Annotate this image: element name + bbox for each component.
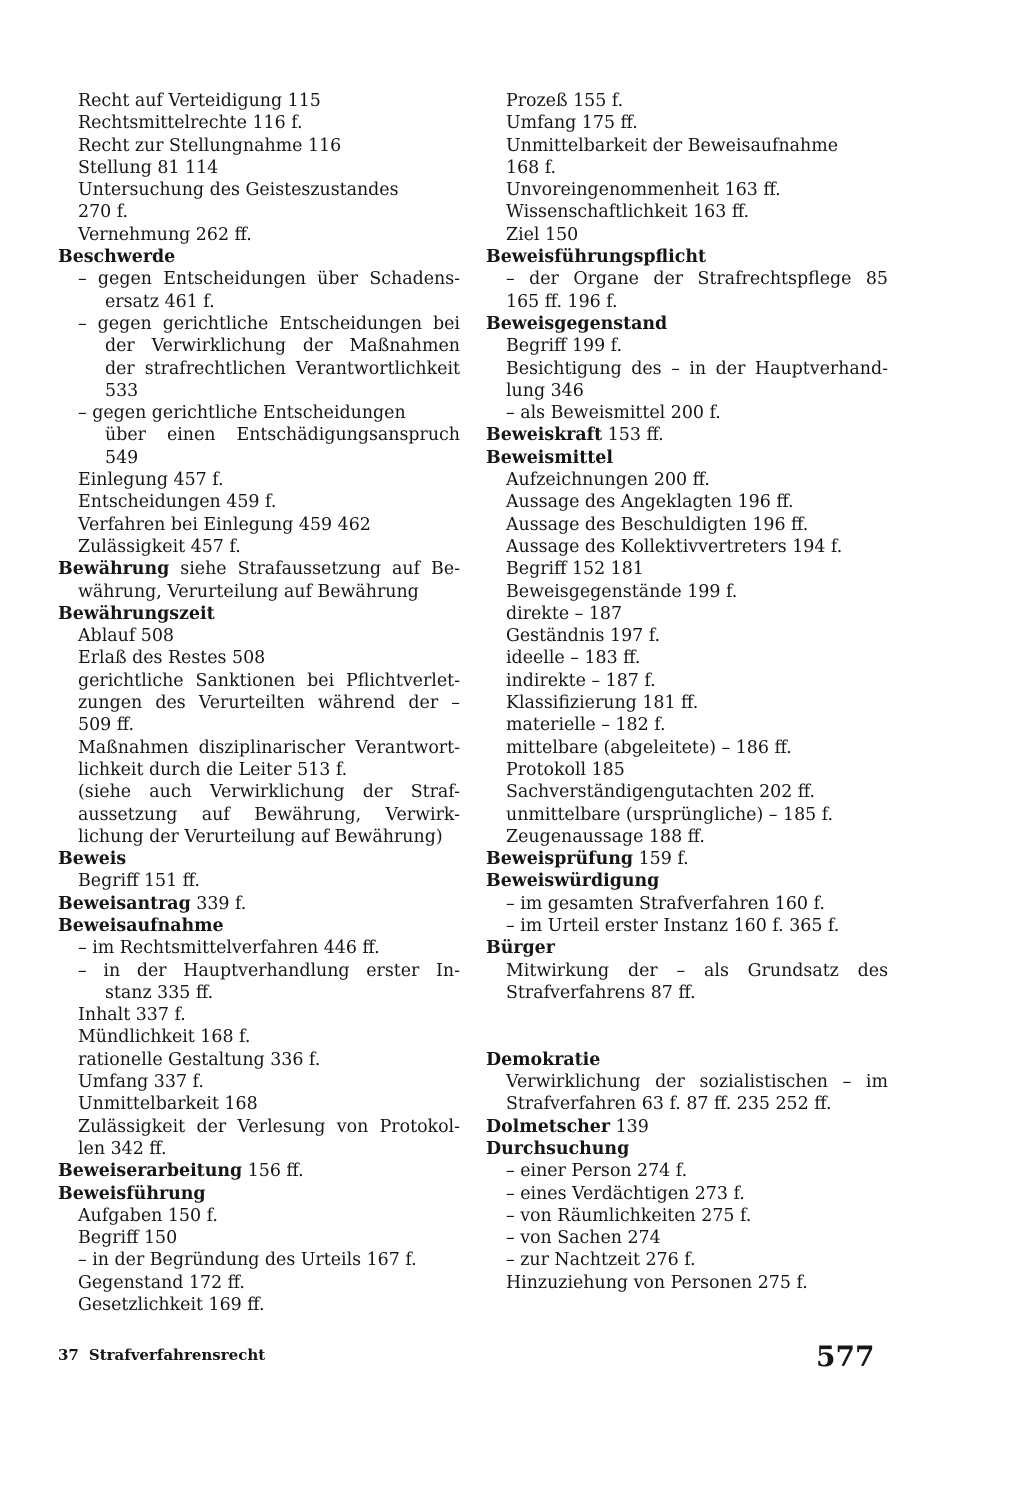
index-entry: Strafverfahrens 87 ff. [506,982,696,1003]
index-entry: Verfahren bei Einlegung 459 462 [78,514,371,535]
index-entry: gerichtliche Sanktionen bei Pflichtverlet- [78,670,460,691]
index-entry: 165 ff. 196 f. [506,291,618,312]
index-entry: Gesetzlichkeit 169 ff. [78,1295,265,1316]
index-entry: 270 f. [78,202,129,223]
index-entry: unmittelbare (ursprüngliche) – 185 f. [506,804,834,825]
index-entry: Unmittelbarkeit 168 [78,1094,258,1115]
index-entry: – als Beweismittel 200 f. [506,403,721,424]
index-entry: Untersuchung des Geisteszustandes [78,180,399,201]
index-entry: – gegen gerichtliche Entscheidungen [78,403,406,424]
index-entry: währung, Verurteilung auf Bewährung [78,581,419,602]
index-entry: Begriff 151 ff. [78,871,200,892]
index-entry: Ziel 150 [506,224,579,245]
index-entry: – einer Person 274 f. [506,1161,688,1182]
sheet-number: 37 [58,1346,79,1364]
index-entry: Begriff 150 [78,1228,178,1249]
index-entry: Maßnahmen disziplinarischer Verantwort- [78,737,460,758]
index-entry: Erlaß des Restes 508 [78,648,266,669]
page-number: 577 [816,1340,875,1373]
index-entry: – von Sachen 274 [506,1228,661,1249]
index-entry: 549 [105,447,139,468]
index-heading: Bewährungszeit [58,603,215,624]
index-heading: Beweiserarbeitung 156 ff. [58,1161,304,1182]
index-entry: Recht auf Verteidigung 115 [78,91,321,111]
index-entry: zungen des Verurteilten während der – [78,693,460,714]
index-entry: aussetzung auf Bewährung, Verwirk- [78,804,460,825]
index-entry: indirekte – 187 f. [506,670,656,691]
index-entry: Umfang 337 f. [78,1072,204,1093]
index-entry: Zulässigkeit 457 f. [78,536,241,557]
index-entry: – in der Begründung des Urteils 167 f. [78,1250,417,1271]
index-entry: Wissenschaftlichkeit 163 ff. [506,202,750,223]
index-heading: Beweisführung [58,1183,206,1204]
index-entry: lichkeit durch die Leiter 513 f. [78,759,348,780]
index-entry: – eines Verdächtigen 273 f. [506,1183,745,1204]
index-entry: – gegen gerichtliche Entscheidungen bei [78,313,460,334]
index-entry: ideelle – 183 ff. [506,648,641,669]
index-entry: – in der Hauptverhandlung erster In- [78,960,460,981]
index-entry: über einen Entschädigungsanspruch [105,425,460,446]
index-heading: Beweisführungspflicht [486,247,707,268]
index-entry: materielle – 182 f. [506,715,666,736]
index-entry: Prozeß 155 f. [506,91,624,111]
index-heading: Beweisantrag 339 f. [58,893,247,914]
index-entry: Aussage des Kollektivvertreters 194 f. [506,536,843,557]
index-entry: ersatz 461 f. [105,291,215,312]
index-entry: der Verwirklichung der Maßnahmen [105,336,460,357]
index-entry: Aufgaben 150 f. [78,1205,218,1226]
index-entry: Besichtigung des – in der Hauptverhand- [506,358,888,379]
index-entry: Hinzuziehung von Personen 275 f. [506,1272,808,1293]
index-entry: Rechtsmittelrechte 116 f. [78,113,303,134]
index-entry: rationelle Gestaltung 336 f. [78,1049,321,1070]
index-entry: Beweisgegenstände 199 f. [506,581,738,602]
index-entry: Vernehmung 262 ff. [78,224,252,245]
index-entry: Unmittelbarkeit der Beweisaufnahme [506,135,839,156]
index-entry: Ablauf 508 [78,626,174,647]
footer-signature [58,1346,265,1364]
index-entry: Inhalt 337 f. [78,1005,186,1026]
index-entry: Aussage des Beschuldigten 196 ff. [506,514,809,535]
index-heading: Demokratie [486,1049,601,1070]
section-gap [486,1004,888,1026]
running-title: Strafverfahrensrecht [88,1346,266,1364]
index-heading: Beweisprüfung 159 f. [486,849,689,870]
index-entry: Entscheidungen 459 f. [78,492,277,513]
index-entry: Sachverständigengutachten 202 ff. [506,782,816,803]
index-entry: Mündlichkeit 168 f. [78,1027,251,1048]
index-heading: Bewährung siehe Strafaussetzung auf Be- [58,559,460,580]
index-entry: Klassifizierung 181 ff. [506,693,699,714]
index-entry: (siehe auch Verwirklichung der Straf- [78,782,460,803]
index-entry: lichung der Verurteilung auf Bewährung) [78,826,443,847]
index-heading: Durchsuchung [486,1138,630,1159]
index-entry: – im Urteil erster Instanz 160 f. 365 f. [506,915,840,936]
index-entry: Einlegung 457 f. [78,470,224,491]
index-entry: – der Organe der Strafrechtspflege 85 [506,269,888,290]
index-entry: – gegen Entscheidungen über Schadens- [78,269,460,290]
index-heading: Beweismittel [486,447,613,468]
index-heading: Bürger [486,938,555,959]
index-heading: Beweiswürdigung [486,871,660,892]
index-heading: Beschwerde [58,247,176,268]
index-entry: direkte – 187 [506,603,623,624]
index-entry: Geständnis 197 f. [506,626,661,647]
index-entry: der strafrechtlichen Verantwortlichkeit [105,358,460,379]
index-entry: – im Rechtsmittelverfahren 446 ff. [78,938,380,959]
index-entry: Mitwirkung der – als Grundsatz des [506,960,888,981]
index-entry: Begriff 199 f. [506,336,623,357]
index-entry: Zulässigkeit der Verlesung von Protokol- [78,1116,460,1137]
index-entry: Begriff 152 181 [506,559,644,580]
index-entry: mittelbare (abgeleitete) – 186 ff. [506,737,792,758]
index-entry: Aufzeichnungen 200 ff. [506,470,710,491]
index-entry: stanz 335 ff. [105,982,214,1003]
index-heading: Beweis [58,849,127,870]
index-entry: Unvoreingenommenheit 163 ff. [506,180,781,201]
index-heading: Beweisaufnahme [58,915,224,936]
index-entry: Verwirklichung der sozialistischen – im [506,1072,888,1093]
index-entry: 168 f. [506,157,557,178]
index-entry: Aussage des Angeklagten 196 ff. [506,492,794,513]
index-entry: 533 [105,380,139,401]
index-entry: Recht zur Stellungnahme 116 [78,135,342,156]
index-entry: 509 ff. [78,715,134,736]
index-entry: Protokoll 185 [506,759,625,780]
index-heading: Beweisgegenstand [486,313,668,334]
index-entry: len 342 ff. [78,1138,167,1159]
section-gap [486,1026,888,1048]
index-entry: Gegenstand 172 ff. [78,1272,245,1293]
index-heading: Beweiskraft 153 ff. [486,425,664,446]
index-column-right [486,90,888,1294]
index-entry: – zur Nachtzeit 276 f. [506,1250,696,1271]
index-entry: – von Räumlichkeiten 275 f. [506,1205,752,1226]
index-entry: – im gesamten Strafverfahren 160 f. [506,893,825,914]
index-entry: Zeugenaussage 188 ff. [506,826,705,847]
index-column-left [58,90,460,1316]
index-entry: Strafverfahren 63 f. 87 ff. 235 252 ff. [506,1094,832,1115]
index-entry: Umfang 175 ff. [506,113,638,134]
index-entry: Stellung 81 114 [78,157,219,178]
index-heading: Dolmetscher 139 [486,1116,649,1137]
index-entry: lung 346 [506,380,584,401]
